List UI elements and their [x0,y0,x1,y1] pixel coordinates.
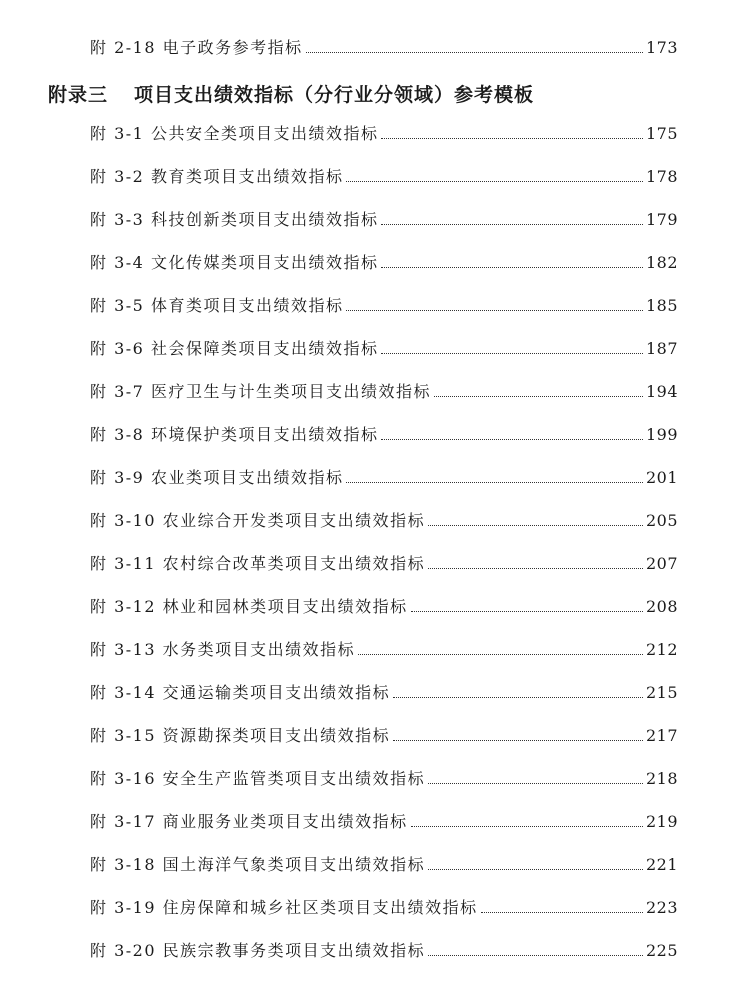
toc-entry-label: 附 3-5 体育类项目支出绩效指标 [90,296,344,315]
section-number: 附录三 [48,84,109,106]
toc-entry-label: 附 3-16 安全生产监管类项目支出绩效指标 [90,769,426,788]
toc-entry-label: 附 3-15 资源勘探类项目支出绩效指标 [90,726,391,745]
toc-entry[interactable] [90,683,678,703]
toc-entry[interactable] [90,640,678,660]
toc-entry-label: 附 3-2 教育类项目支出绩效指标 [90,167,344,186]
leader-dots [381,137,643,139]
toc-entry[interactable] [90,382,678,402]
toc-entry[interactable] [90,124,678,144]
toc-entry-label: 附 3-11 农村综合改革类项目支出绩效指标 [90,554,426,573]
toc-entry-page: 217 [645,726,678,745]
toc-entry-label: 附 3-18 国土海洋气象类项目支出绩效指标 [90,855,426,874]
toc-entry[interactable] [90,425,678,445]
leader-dots [428,954,643,956]
toc-entry-label: 附 3-10 农业综合开发类项目支出绩效指标 [90,511,426,530]
toc-entry-page: 208 [645,597,678,616]
toc-entry-label: 附 3-1 公共安全类项目支出绩效指标 [90,124,379,143]
toc-entry[interactable] [90,210,678,230]
toc-entry[interactable] [90,898,678,918]
toc-entry-page: 205 [645,511,678,530]
toc-entry-label: 附 3-20 民族宗教事务类项目支出绩效指标 [90,941,426,960]
toc-entry-label: 附 3-19 住房保障和城乡社区类项目支出绩效指标 [90,898,478,917]
toc-entry-label: 附 3-3 科技创新类项目支出绩效指标 [90,210,379,229]
toc-entry[interactable] [90,769,678,789]
leader-dots [411,610,643,612]
toc-entry-page: 201 [645,468,678,487]
leader-dots [428,524,643,526]
toc-entry-label: 附 3-13 水务类项目支出绩效指标 [90,640,356,659]
section-heading [48,83,534,107]
toc-entry-page: 218 [645,769,678,788]
leader-dots [428,567,643,569]
toc-entry[interactable] [90,38,678,58]
toc-entry[interactable] [90,941,678,961]
leader-dots [346,180,643,182]
toc-entry[interactable] [90,597,678,617]
toc-entry[interactable] [90,167,678,187]
toc-entry-page: 179 [645,210,678,229]
toc-entry[interactable] [90,339,678,359]
toc-entry-page: 207 [645,554,678,573]
toc-entry-page: 223 [645,898,678,917]
toc-entry-label: 附 3-14 交通运输类项目支出绩效指标 [90,683,391,702]
leader-dots [381,223,643,225]
toc-entry-label: 附 3-8 环境保护类项目支出绩效指标 [90,425,379,444]
toc-entry-label: 附 3-4 文化传媒类项目支出绩效指标 [90,253,379,272]
leader-dots [393,696,643,698]
toc-entry-label: 附 3-17 商业服务业类项目支出绩效指标 [90,812,408,831]
toc-entry-page: 225 [645,941,678,960]
toc-entry-label: 附 2-18 电子政务参考指标 [90,38,303,57]
toc-entry-label: 附 3-7 医疗卫生与计生类项目支出绩效指标 [90,382,431,401]
leader-dots [428,782,643,784]
leader-dots [358,653,643,655]
leader-dots [434,395,643,397]
leader-dots [381,352,643,354]
toc-entry-page: 185 [645,296,678,315]
leader-dots [393,739,643,741]
toc-entry[interactable] [90,253,678,273]
leader-dots [481,911,643,913]
toc-entry-page: 187 [645,339,678,358]
toc-entry-label: 附 3-9 农业类项目支出绩效指标 [90,468,344,487]
leader-dots [346,481,643,483]
toc-entry[interactable] [90,812,678,832]
leader-dots [381,266,643,268]
toc-entry-page: 175 [645,124,678,143]
toc-entry-page: 212 [645,640,678,659]
toc-entry-page: 194 [645,382,678,401]
toc-entry-page: 182 [645,253,678,272]
toc-entry-page: 199 [645,425,678,444]
toc-entry-page: 215 [645,683,678,702]
toc-entry[interactable] [90,726,678,746]
toc-entry-page: 178 [645,167,678,186]
toc-entry-label: 附 3-6 社会保障类项目支出绩效指标 [90,339,379,358]
toc-entry[interactable] [90,855,678,875]
leader-dots [411,825,643,827]
leader-dots [346,309,643,311]
leader-dots [428,868,643,870]
toc-entry-page: 173 [645,38,678,57]
toc-entry[interactable] [90,296,678,316]
toc-entry-label: 附 3-12 林业和园林类项目支出绩效指标 [90,597,408,616]
toc-entry[interactable] [90,468,678,488]
leader-dots [306,51,643,53]
toc-entry-page: 219 [645,812,678,831]
toc-entry[interactable] [90,511,678,531]
toc-entry[interactable] [90,554,678,574]
toc-entry-page: 221 [645,855,678,874]
section-title: 项目支出绩效指标（分行业分领域）参考模板 [134,84,535,106]
leader-dots [381,438,643,440]
